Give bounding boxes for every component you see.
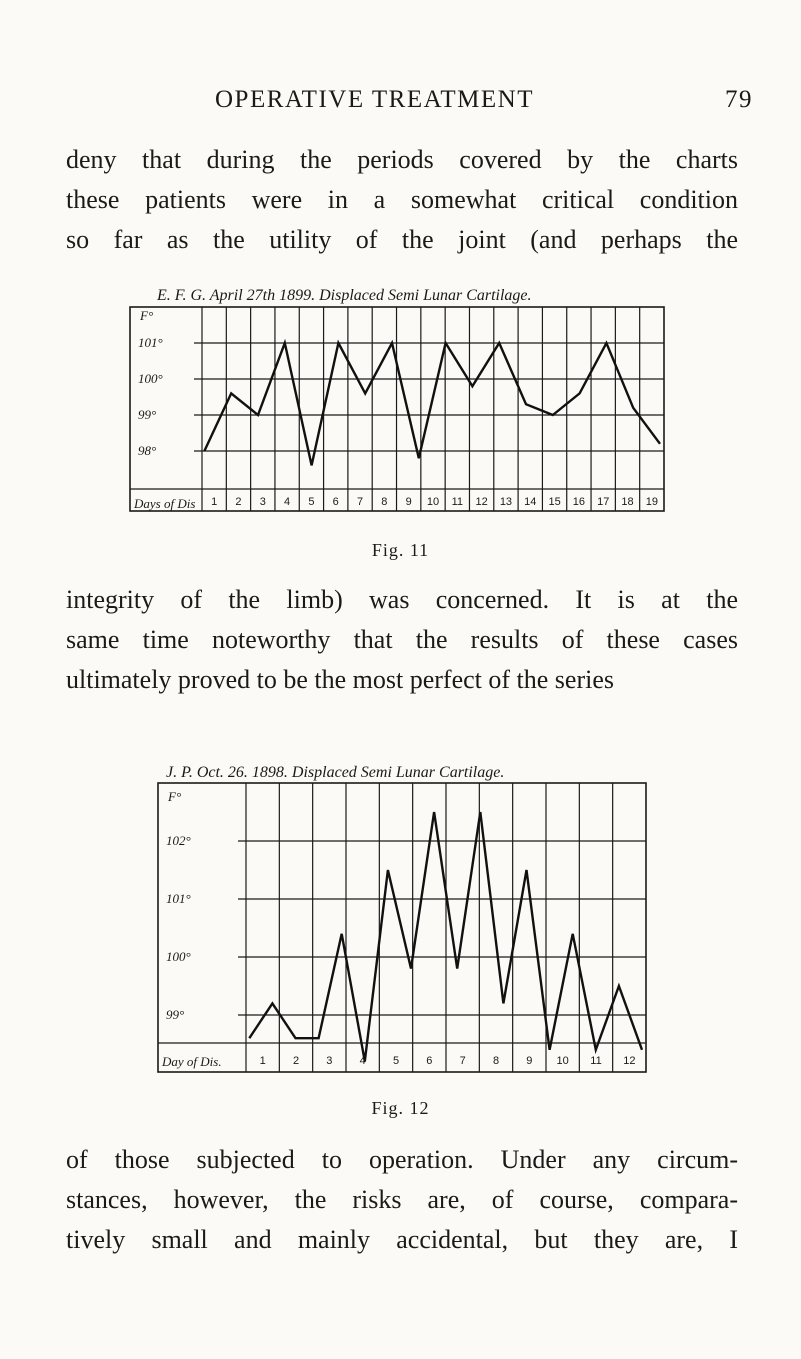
temperature-trace — [204, 343, 660, 465]
x-tick-label: 10 — [426, 496, 440, 508]
x-tick-label: 15 — [548, 496, 561, 508]
figure-11-caption: Fig. 11 — [371, 540, 430, 560]
x-tick-label: 6 — [426, 1055, 433, 1067]
x-tick-label: 3 — [326, 1055, 333, 1067]
x-tick-label: 8 — [492, 1055, 500, 1067]
figure-12-caption: Fig. 12 — [371, 1098, 430, 1118]
x-tick-label: 5 — [308, 496, 315, 508]
x-tick-label: 4 — [359, 1055, 366, 1067]
x-tick-label: 1 — [211, 496, 218, 508]
x-tick-label: 13 — [499, 496, 513, 508]
x-tick-label: 8 — [381, 496, 388, 508]
x-tick-label: 3 — [259, 496, 266, 508]
y-tick-label: 100° — [166, 949, 191, 964]
page-number: 79 — [725, 86, 753, 113]
figure-12-chart — [158, 757, 653, 1075]
x-tick-label: 14 — [524, 496, 537, 508]
y-tick-label: 102° — [166, 833, 191, 848]
x-tick-label: 10 — [556, 1055, 569, 1067]
y-tick-label: 101° — [138, 335, 163, 350]
x-tick-label: 5 — [392, 1055, 400, 1067]
text-line: these patients were in a somewhat critical condition — [66, 185, 738, 214]
paragraph-2 — [66, 580, 738, 700]
x-tick-label: 6 — [332, 496, 339, 508]
y-unit-label: F° — [168, 789, 182, 804]
running-header — [0, 86, 801, 116]
x-tick-label: 16 — [572, 496, 586, 508]
x-tick-label: 19 — [645, 496, 658, 508]
text-line: tively small and mainly accidental, but they are, I — [66, 1225, 738, 1254]
x-axis-label: Days of Dis — [134, 496, 196, 511]
x-tick-label: 9 — [526, 1055, 533, 1067]
text-line: so far as the utility of the joint (and perhaps the — [66, 225, 738, 254]
text-line: ultimately proved to be the most perfect of the series — [66, 665, 614, 694]
x-tick-label: 7 — [459, 1055, 466, 1067]
x-tick-label: 2 — [292, 1055, 300, 1067]
text-line: integrity of the limb) was concerned. It is at the — [66, 585, 738, 614]
y-tick-label: 99° — [166, 1007, 185, 1022]
running-title: OPERATIVE TREATMENT — [215, 86, 535, 113]
x-tick-label: 18 — [621, 496, 634, 508]
y-tick-label: 100° — [138, 371, 163, 386]
x-tick-label: 11 — [590, 1055, 602, 1067]
figure-11-chart — [130, 285, 670, 515]
text-line: deny that during the periods covered by the charts — [66, 145, 738, 174]
paragraph-1 — [66, 140, 738, 260]
x-tick-label: 2 — [235, 496, 242, 508]
x-tick-label: 12 — [623, 1055, 636, 1067]
x-tick-label: 4 — [284, 496, 291, 508]
x-tick-label: 17 — [597, 496, 610, 508]
x-tick-label: 1 — [259, 1055, 266, 1067]
x-tick-label: 11 — [451, 496, 464, 508]
x-axis-label: Day of Dis. — [162, 1054, 222, 1069]
paragraph-3 — [66, 1140, 738, 1260]
y-tick-label: 99° — [138, 407, 157, 422]
y-tick-label: 98° — [138, 443, 157, 458]
chart-title: E. F. G. April 27th 1899. Displaced Semi Lunar Cartilage. — [157, 287, 532, 304]
text-line: of those subjected to operation. Under any circum- — [66, 1145, 738, 1174]
text-line: same time noteworthy that the results of these cases — [66, 625, 738, 654]
x-tick-label: 9 — [405, 496, 412, 508]
y-tick-label: 101° — [166, 891, 191, 906]
y-unit-label: F° — [140, 308, 154, 323]
x-tick-label: 7 — [356, 496, 364, 508]
x-tick-label: 12 — [475, 496, 488, 508]
chart-title: J. P. Oct. 26. 1898. Displaced Semi Lunar Cartilage. — [166, 764, 505, 781]
text-line: stances, however, the risks are, of course, compara- — [66, 1185, 738, 1214]
